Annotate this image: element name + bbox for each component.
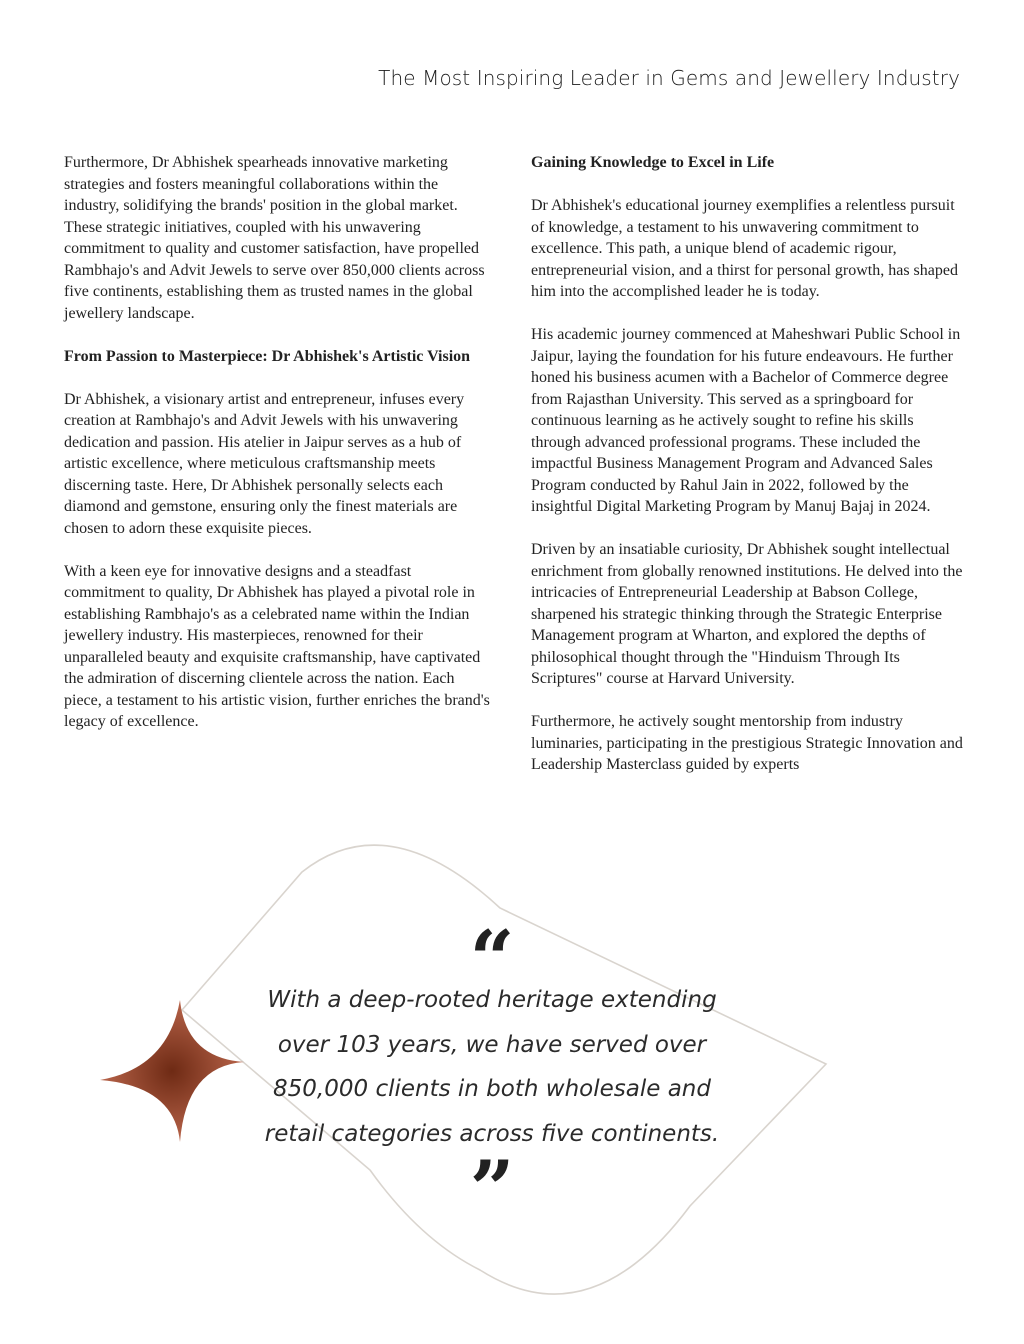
left-paragraph-2: Dr Abhishek, a visionary artist and entrepreneur, infuses every creation at Rambhajo's and Advit Jewels with his unwavering dedication and passion. His atelier in Jaipur serves as a hub of artistic excellence, where meticulous craftsmanship meets discerning taste. Here, Dr Abhishek personally selects each diamond and gemstone, ensuring only the finest materials are chosen to adorn these exquisite pieces. (64, 390, 465, 537)
right-paragraph-2: His academic journey commenced at Maheshwari Public School in Jaipur, laying the foundation for his future endeavours. He further honed his business acumen with a Bachelor of Commerce degree from Rajasthan University. This served as a springboard for continuous learning as he actively sought to refine his skills through advanced professional programs. These included the impactful Business Management Program and Advanced Sales Program conducted by Rahul Jain in 2022, followed by the insightful Digital Marketing Program by Manuj Bajaj in 2024. (531, 326, 961, 515)
right-paragraph-3: Driven by an insatiable curiosity, Dr Abhishek sought intellectual enrichment from globally renowned institutions. He delved into the intricacies of Entrepreneurial Leadership at Babson College, sharpened his strategic thinking through the Strategic Enterprise Management program at Wharton, and explored the depths of philosophical thought through the "Hinduism Through Its Scriptures" course at Harvard University. (531, 541, 963, 687)
left-section-heading: From Passion to Masterpiece: Dr Abhishek's Artistic Vision (64, 347, 471, 365)
right-paragraph-4: Furthermore, he actively sought mentorship from industry luminaries, participating in the prestigious Strategic Innovation and Leadership Masterclass guided by experts (531, 713, 963, 773)
open-quote-icon: “ (469, 914, 515, 1005)
header-title: The Most Inspiring Leader in Gems and Jewellery Industry (378, 66, 960, 90)
left-column (64, 152, 496, 733)
close-quote-icon: ” (469, 1144, 515, 1235)
right-paragraph-1: Dr Abhishek's educational journey exemplifies a relentless pursuit of knowledge, a testament to his unwavering commitment to excellence. This path, a unique blend of academic rigour, entrepreneurial vision, and a thirst for personal growth, has shaped him into the accomplished leader he is today. (531, 197, 958, 300)
four-point-star-icon (100, 1000, 244, 1142)
right-section-heading: Gaining Knowledge to Excel in Life (531, 154, 775, 171)
right-column (531, 152, 965, 776)
pull-quote (262, 914, 722, 1235)
left-paragraph-3: With a keen eye for innovative designs and a steadfast commitment to quality, Dr Abhishek has played a pivotal role in establishing Rambhajo's as a celebrated name within the Indian jewellery industry. His masterpieces, renowned for their unparalleled beauty and exquisite craftsmanship, have captivated the admiration of discerning clientele across the nation. Each piece, a testament to his artistic vision, further enriches the brand's legacy of excellence. (64, 562, 490, 730)
left-paragraph-1: Furthermore, Dr Abhishek spearheads innovative marketing strategies and fosters meaningful collaborations within the industry, solidifying the brands' position in the global market. These strategic initiatives, coupled with his unwavering commitment to quality and customer satisfaction, have propelled Rambhajo's and Advit Jewels to serve over 850,000 clients across five continents, establishing them as trusted names in the global jewellery landscape. (64, 154, 485, 322)
pull-quote-text: With a deep-rooted heritage extending over 103 years, we have served over 850,000 clients in both wholesale and retail categories across five continents. (264, 987, 720, 1147)
